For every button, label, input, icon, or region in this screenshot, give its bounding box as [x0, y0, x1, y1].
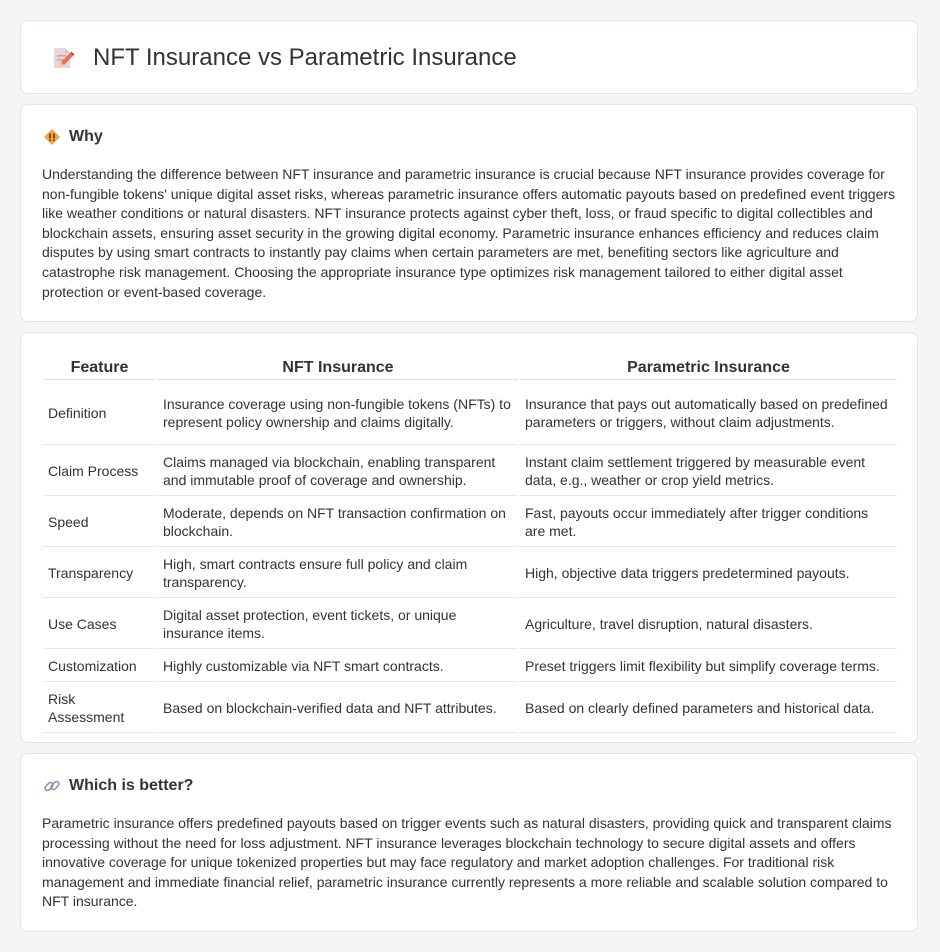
table-row	[43, 382, 897, 445]
cell-feature: Risk Assessment	[43, 684, 156, 733]
cell-parametric: Insurance that pays out automatically based on predefined parameters or triggers, without claim adjustments.	[520, 382, 897, 445]
table-row	[43, 498, 897, 547]
cell-nft: Digital asset protection, event tickets, or unique insurance items.	[158, 600, 518, 649]
why-body: Understanding the difference between NFT insurance and parametric insurance is crucial because NFT insurance provides coverage for non-fungible tokens' unique digital asset risks, whereas parametric insurance offers automatic payouts based on predefined event triggers like weather conditions or natural disasters. NFT insurance protects against cyber theft, loss, or fraud specific to digital collectibles and blockchain assets, ensuring asset security in the growing digital economy. Parametric insurance enhances efficiency and reduces claim disputes by using smart contracts to instantly pay claims when certain parameters are met, benefiting sectors like agriculture and catastrophe risk management. Choosing the appropriate insurance type optimizes risk management tailored to either digital asset protection or event-based coverage.	[42, 166, 896, 300]
cell-nft: Claims managed via blockchain, enabling transparent and immutable proof of coverage and ownership.	[158, 447, 518, 496]
cell-nft: Based on blockchain-verified data and NFT attributes.	[158, 684, 518, 733]
header-nft: NFT Insurance	[158, 355, 518, 380]
page-title: NFT Insurance vs Parametric Insurance	[93, 44, 517, 71]
comparison-table	[41, 353, 899, 735]
table-row	[43, 684, 897, 733]
cell-feature: Definition	[43, 382, 156, 445]
better-title: Which is better?	[69, 777, 194, 794]
title-card	[20, 20, 918, 94]
cell-parametric: Based on clearly defined parameters and historical data.	[520, 684, 897, 733]
cell-parametric: High, objective data triggers predetermined payouts.	[520, 549, 897, 598]
diamond-warning-icon	[43, 128, 61, 146]
cell-nft: Moderate, depends on NFT transaction confirmation on blockchain.	[158, 498, 518, 547]
table-row	[43, 651, 897, 682]
cell-parametric: Fast, payouts occur immediately after trigger conditions are met.	[520, 498, 897, 547]
why-card	[20, 104, 918, 322]
table-row	[43, 549, 897, 598]
better-card	[20, 753, 918, 932]
cell-parametric: Instant claim settlement triggered by measurable event data, e.g., weather or crop yield metrics.	[520, 447, 897, 496]
cell-nft: Highly customizable via NFT smart contracts.	[158, 651, 518, 682]
table-row	[43, 447, 897, 496]
cell-feature: Customization	[43, 651, 156, 682]
link-icon	[43, 777, 61, 795]
cell-parametric: Agriculture, travel disruption, natural disasters.	[520, 600, 897, 649]
why-title: Why	[69, 128, 103, 145]
title-row	[47, 43, 517, 73]
document-pencil-icon	[47, 43, 77, 73]
cell-feature: Use Cases	[43, 600, 156, 649]
table-row	[43, 600, 897, 649]
cell-parametric: Preset triggers limit flexibility but simplify coverage terms.	[520, 651, 897, 682]
comparison-card	[20, 332, 918, 743]
cell-feature: Claim Process	[43, 447, 156, 496]
cell-nft: Insurance coverage using non-fungible tokens (NFTs) to represent policy ownership and claims digitally.	[158, 382, 518, 445]
better-heading	[43, 776, 193, 796]
why-heading	[43, 127, 103, 147]
better-body: Parametric insurance offers predefined payouts based on trigger events such as natural disasters, providing quick and transparent claims processing without the need for loss adjustment. NFT insurance leverages blockchain technology to secure digital assets and offers innovative coverage for unique tokenized properties but may face regulatory and market adoption challenges. For traditional risk management and immediate financial relief, parametric insurance currently represents a more reliable and scalable solution compared to NFT insurance.	[42, 815, 892, 910]
header-parametric: Parametric Insurance	[520, 355, 897, 380]
cell-nft: High, smart contracts ensure full policy and claim transparency.	[158, 549, 518, 598]
table-header-row	[43, 355, 897, 380]
cell-feature: Transparency	[43, 549, 156, 598]
cell-feature: Speed	[43, 498, 156, 547]
header-feature: Feature	[43, 355, 156, 380]
